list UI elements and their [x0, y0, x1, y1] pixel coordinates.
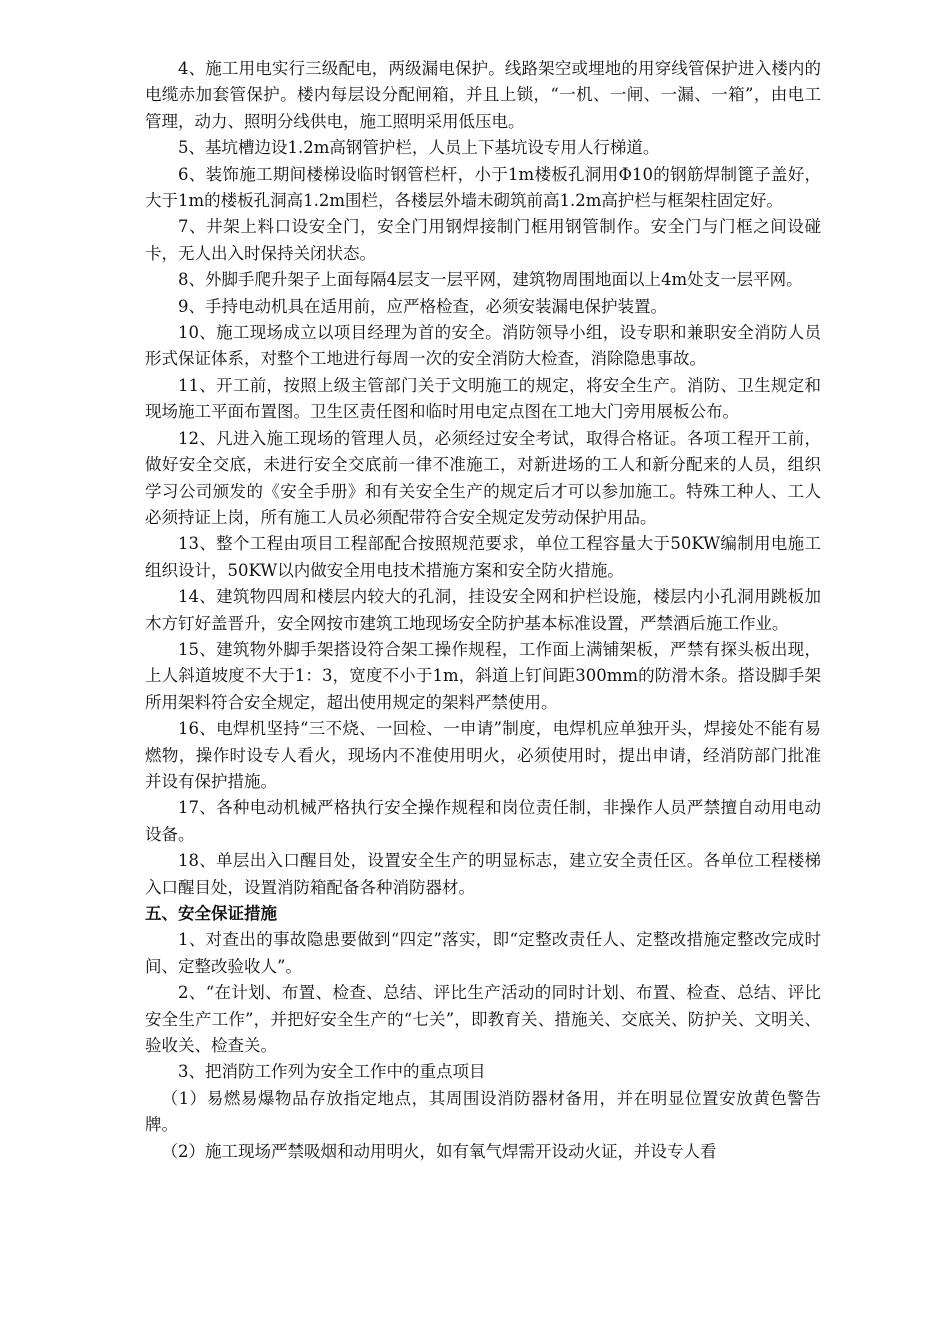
paragraph-item-10: 10、施工现场成立以项目经理为首的安全。消防领导小组，设专职和兼职安全消防人员形式保证体系，对整个工地进行每周一次的安全消防大检查，消除隐患事故。 — [145, 323, 821, 369]
paragraph-item-7: 7、井架上料口设安全门，安全门用钢焊接制门框用钢管制作。安全门与门框之间设碰卡，无人出入时保持关闭状态。 — [145, 217, 821, 263]
paragraph-item-16: 16、电焊机坚持“三不烧、一回检、一申请”制度，电焊机应单独开头，焊接处不能有易燃物，操作时设专人看火，现场内不准使用明火，必须使用时，提出申请，经消防部门批准并设有保护措施。 — [145, 719, 821, 791]
paragraph-item-13: 13、整个工程由项目工程部配合按照规范要求，单位工程容量大于50KW编制用电施工组织设计，50KW以内做安全用电技术措施方案和安全防火措施。 — [145, 534, 821, 580]
measure-subitem-1: （1）易燃易爆物品存放指定地点，其周围设消防器材备用，并在明显位置安放黄色警告牌。 — [145, 1088, 821, 1135]
paragraph-item-17: 17、各种电动机械严格执行安全操作规程和岗位责任制，非操作人员严禁擅自动用电动设备。 — [145, 798, 821, 844]
paragraph-item-8: 8、外脚手爬升架子上面每隔4层支一层平网，建筑物周围地面以上4m处支一层平网。 — [178, 270, 803, 290]
paragraph-item-11: 11、开工前，按照上级主管部门关于文明施工的规定，将安全生产。消防、卫生规定和现场施工平面布置图。卫生区责任图和临时用电定点图在工地大门旁用展板公布。 — [145, 375, 821, 422]
paragraph-item-5: 5、基坑槽边设1.2m高钢管护栏，人员上下基坑设专用人行梯道。 — [178, 138, 660, 158]
paragraph-item-6: 6、装饰施工期间楼梯设临时钢管栏杆，小于1m楼板孔洞用Φ10的钢筋焊制篦子盖好，大于1m的楼板孔洞高1.2m围栏，各楼层外墙未砌筑前高1.2m高护栏与框架柱固定好。 — [145, 164, 821, 211]
paragraph-item-4: 4、施工用电实行三级配电，两级漏电保护。线路架空或埋地的用穿线管保护进入楼内的电缆赤加套管保护。楼内每层设分配闸箱，并且上锁，“一机、一闸、一漏、一箱”，由电工管理，动力、照明分线供电，施工照明采用低压电。 — [145, 59, 821, 131]
measure-item-2: 2、“在计划、布置、检查、总结、评比生产活动的同时计划、布置、检查、总结、评比安全生产工作”，并把好安全生产的“七关”，即教育关、措施关、交底关、防护关、文明关、验收关、检查关。 — [145, 983, 821, 1056]
paragraph-item-18: 18、单层出入口醒目处，设置安全生产的明显标志，建立安全责任区。各单位工程楼梯入口醒目处，设置消防箱配备各种消防器材。 — [145, 851, 821, 897]
measure-subitem-2: （2）施工现场严禁吸烟和动用明火，如有氧气焊需开设动火证，并设专人看 — [161, 1141, 717, 1161]
paragraph-item-9: 9、手持电动机具在适用前，应严格检查，必须安装漏电保护装置。 — [178, 296, 667, 316]
paragraph-item-15: 15、建筑物外脚手架搭设符合架工操作规程，工作面上满铺架板，严禁有探头板出现，上人斜道坡度不大于1：3，宽度不小于1m，斜道上钉间距300mm的防滑木条。搭设脚手架所用架料符合安全规定，超出使用规定的架料严禁使用。 — [145, 639, 821, 712]
document-page — [145, 56, 821, 1165]
section-heading: 五、安全保证措施 — [145, 904, 277, 923]
measure-item-1: 1、对查出的事故隐患要做到“四定”落实，即“定整改责任人、定整改措施定整改完成时间、定整改验收人”。 — [145, 930, 821, 976]
paragraph-item-14: 14、建筑物四周和楼层内较大的孔洞，挂设安全网和护栏设施，楼层内小孔洞用跳板加木方钉好盖晋升，安全网按市建筑工地现场安全防护基本标准设置，严禁酒后施工作业。 — [145, 587, 821, 633]
measure-item-3: 3、把消防工作列为安全工作中的重点项目 — [178, 1062, 486, 1082]
paragraph-item-12: 12、凡进入施工现场的管理人员，必须经过安全考试，取得合格证。各项工程开工前，做好安全交底，未进行安全交底前一律不准施工，对新进场的工人和新分配来的人员，组织学习公司颁发的《安全手册》和有关安全生产的规定后才可以参加施工。特殊工种人、工人必须持证上岗，所有施工人员必须配带符合安全规定发劳动保护用品。 — [145, 428, 821, 527]
